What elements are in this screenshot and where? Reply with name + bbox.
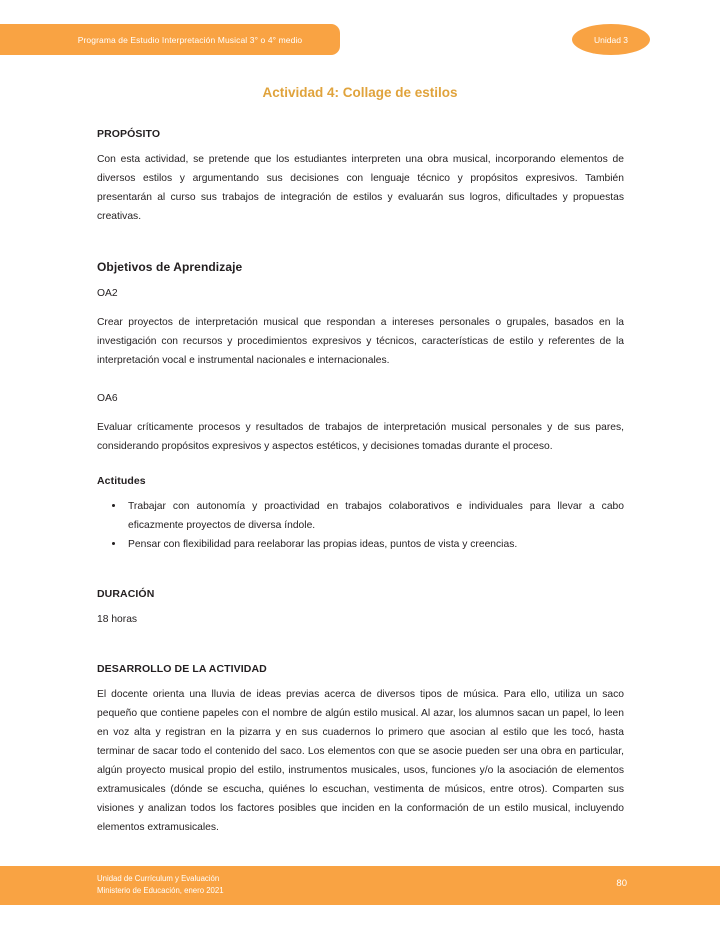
list-item-label: Pensar con flexibilidad para reelaborar las propias ideas, puntos de vista y creencias. [128,539,518,550]
footer-line-2: Ministerio de Educación, enero 2021 [97,885,224,895]
list-item-label: Trabajar con autonomía y proactividad en trabajos colaborativos e individuales para llevar a cabo eficazmente proyectos de diversa índole. [128,501,624,531]
program-header-bar [0,24,340,55]
footer-line-1: Unidad de Currículum y Evaluación [97,874,220,883]
section-heading-desarrollo: DESARROLLO DE LA ACTIVIDAD [97,663,267,675]
section-heading-actitudes: Actitudes [97,475,146,487]
spacer [97,226,624,260]
proposito-paragraph: Con esta actividad, se pretende que los estudiantes interpreten una obra musical, incorporando elementos de diversos estilos y argumentando sus decisiones con lenguaje técnico y propósitos expresivos. También presentarán al curso sus trabajos de integración de estilos y evaluarán sus logros, dificultades y propuestas creativas. [97,154,624,222]
footer-organization [97,873,224,896]
spacer [97,629,624,663]
actitudes-list [97,497,624,554]
oa-text-1: Crear proyectos de interpretación musical que respondan a intereses personales o grupales, basados en la investigación con recursos y procedimientos expresivos y técnicos, características de estilo y referentes de la interpretación vocal e instrumental nacionales e internacionales. [97,317,624,366]
list-item [97,535,624,554]
unit-badge [572,24,650,55]
page-header [0,0,720,78]
spacer [97,456,624,475]
page-title: Actividad 4: Collage de estilos [262,85,458,100]
bullet-dot-icon [112,504,115,507]
oa-code-1: OA2 [97,288,118,299]
oa-text-2: Evaluar críticamente procesos y resultados de trabajos de interpretación musical personales y de sus pares, considerando propósitos expresivos y aspectos estéticos, y decisiones tomadas durante el proceso. [97,422,624,452]
page-footer [0,866,720,905]
section-heading-proposito: PROPÓSITO [97,128,161,140]
spacer [97,370,624,389]
page-number: 80 [616,878,627,889]
program-header-label: Programa de Estudio Interpretación Musical 3° o 4° medio [77,34,303,45]
document-content [97,128,624,837]
desarrollo-paragraph: El docente orienta una lluvia de ideas previas acerca de diversos tipos de música. Para ello, utiliza un saco pequeño que contiene papeles con el nombre de algún estilo musical. Al azar, los alumnos sacan un papel, lo leen en voz alta y registran en la pizarra y en sus cuadernos lo primero que asocian al estilo que les tocó, hasta terminar de sacar todo el contenido del saco. Los elementos con que se asocie pueden ser una obra en particular, algún proyecto musical propio del estilo, instrumentos musicales, usos, funciones y/o la asociación de elementos extramusicales (dónde se escucha, quiénes lo escuchan, vestimenta de músicos, entre otros). Comparten sus visiones y analizan todos los factores posibles que inciden en la conformación de un estilo musical, incluyendo elementos extramusicales. [97,689,624,833]
bullet-dot-icon [112,542,115,545]
unit-badge-label: Unidad 3 [593,34,629,45]
oa-code-2: OA6 [97,393,118,404]
section-heading-duracion: DURACIÓN [97,588,155,600]
section-heading-objetivos: Objetivos de Aprendizaje [97,260,243,274]
spacer [97,554,624,588]
duracion-value: 18 horas [97,614,138,625]
list-item [97,497,624,535]
